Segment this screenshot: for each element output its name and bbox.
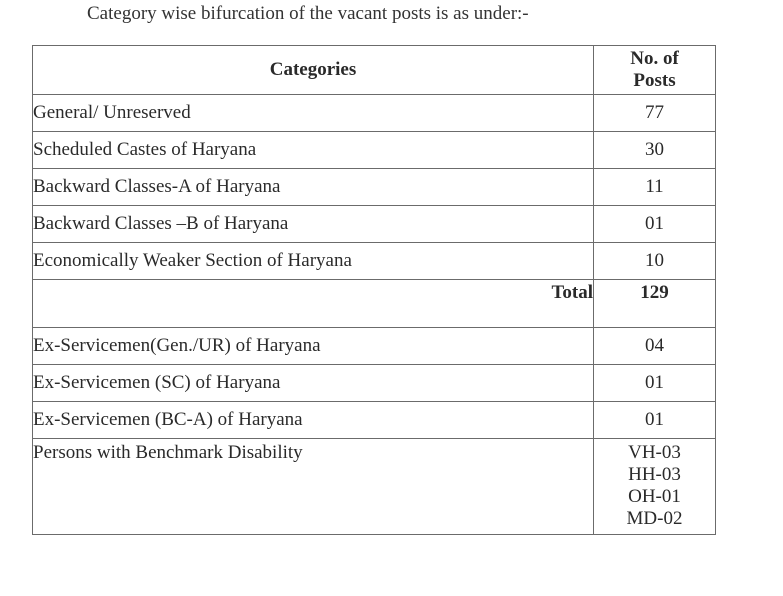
total-row (33, 280, 716, 328)
row-posts: 11 (594, 169, 716, 206)
row-posts: 10 (594, 243, 716, 280)
header-posts-line1: No. of (630, 48, 679, 69)
row-posts: 01 (594, 365, 716, 402)
header-posts-line2: Posts (633, 70, 676, 91)
vacant-posts-table (32, 45, 716, 535)
table-row (33, 206, 716, 243)
row-category: Backward Classes-A of Haryana (33, 169, 594, 206)
table-row (33, 95, 716, 132)
row-posts: 77 (594, 95, 716, 132)
total-posts: 129 (594, 280, 716, 328)
header-categories: Categories (33, 46, 594, 95)
row-category: Economically Weaker Section of Haryana (33, 243, 594, 280)
row-category: Backward Classes –B of Haryana (33, 206, 594, 243)
intro-text: Category wise bifurcation of the vacant posts is as under:- (87, 3, 529, 24)
disability-row (33, 439, 716, 535)
row-category: General/ Unreserved (33, 95, 594, 132)
disability-posts-vh: VH-03 (628, 442, 681, 463)
row-category: Ex-Servicemen (SC) of Haryana (33, 365, 594, 402)
row-posts: 01 (594, 206, 716, 243)
table-header-row (33, 46, 716, 95)
table-row (33, 402, 716, 439)
row-posts: 04 (594, 328, 716, 365)
table-row (33, 365, 716, 402)
disability-posts-hh: HH-03 (628, 464, 681, 485)
row-category: Ex-Servicemen(Gen./UR) of Haryana (33, 328, 594, 365)
disability-posts-md: MD-02 (626, 508, 683, 529)
row-category: Scheduled Castes of Haryana (33, 132, 594, 169)
row-posts: 01 (594, 402, 716, 439)
disability-posts (594, 439, 716, 535)
table-row (33, 328, 716, 365)
disability-posts-oh: OH-01 (628, 486, 681, 507)
disability-category: Persons with Benchmark Disability (33, 439, 594, 535)
table-row (33, 243, 716, 280)
row-posts: 30 (594, 132, 716, 169)
total-label: Total (33, 280, 594, 328)
row-category: Ex-Servicemen (BC-A) of Haryana (33, 402, 594, 439)
table-row (33, 132, 716, 169)
table-row (33, 169, 716, 206)
header-posts (594, 46, 716, 95)
